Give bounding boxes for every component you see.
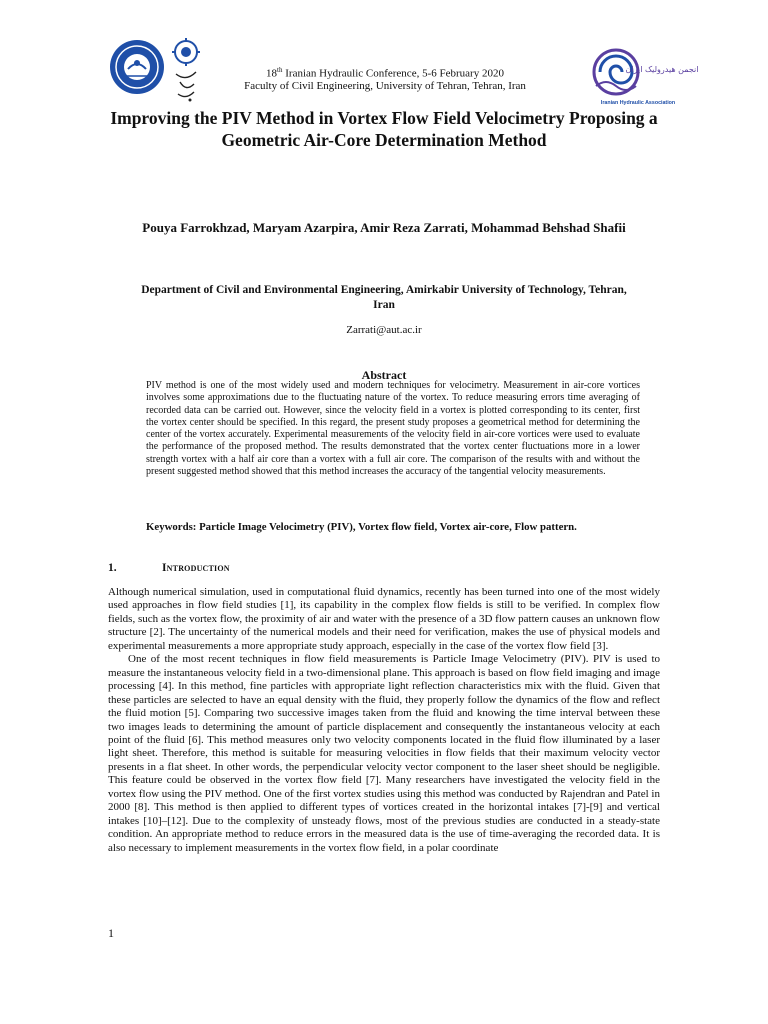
iranian-hydraulic-association-logo bbox=[590, 42, 699, 112]
section-number: 1. bbox=[108, 562, 117, 574]
affiliation: Department of Civil and Environmental Engineering, Amirkabir University of Technology, Tehran, Iran bbox=[141, 284, 627, 311]
abstract-heading: Abstract bbox=[361, 368, 407, 382]
paragraph: Although numerical simulation, used in computational fluid dynamics, recently has been turned into one of the most widely used approaches in flow field studies [1], its capability in the complex flow fields is still to be verified. In complex flow fields, such as the vortex flow, the proximity of air and water with the presence of a 3D flow pattern causes an unknown flow structure [2]. The uncertainty of the numerical models and their need for verification, makes the use of physical models and experimental measurements a more appropriate study approach, especially in the case of the vortex flow field [3]. bbox=[108, 586, 660, 652]
authors: Pouya Farrokhzad, Maryam Azarpira, Amir Reza Zarrati, Mohammad Behshad Shafii bbox=[142, 220, 626, 235]
paragraph: One of the most recent techniques in flow field measurements is Particle Image Velocimetry (PIV). PIV is used to measure the instantaneous velocity field in a two-dimensional plane. This approach is based on flow field imaging and image processing [4]. In this method, fine particles with appropriate light reflection characteristics mix with the fluid. Given that these particles are selected to have an equal density with the fluid, they properly follow the dynamics of the flow and reflect the fluid motion [5]. Comparing two successive images taken from the fluid and knowing the time interval between these two images leads to determining the amount of particle displacement and consequently the instantaneous velocity at each point of the fluid [6]. This method measures only two velocity components located in the fluid flow illuminated by a laser light sheet. Therefore, this method is suitable for measuring velocities in flow fields that their maximum velocity vector presents in a flat sheet. In other words, the perpendicular velocity vector component to the laser sheet should be negligible. This feature could be observed in the vortex flow field [7]. Many researchers have investigated the velocity field in the vortex flow using the PIV method. One of the first vortex studies using this method was conducted by Rajendran and Patel in 2000 [8]. This method is then applied to different types of vortices created in the horizontal intakes [7]-[9] and vertical intakes [10]–[12]. Due to the complexity of unsteady flows, most of the previous studies are conducted in a steady-state condition. An appropriate method to reduce errors in the measured data is the use of time-averaging the recorded data. It is also necessary to implement measurements in the vortex flow field, in a polar coordinate bbox=[108, 653, 660, 854]
contact-email: Zarrati@aut.ac.ir bbox=[346, 324, 422, 336]
association-farsi-text: انجمن هیدرولیک ایران bbox=[625, 65, 699, 74]
ordinal-suffix: th bbox=[277, 66, 283, 74]
abstract-text: PIV method is one of the most widely used and modern techniques for velocimetry. Measurement in air-core vortices involves some approximations due to the fluctuating nature of the vortex. To reduce measuring errors time averaging of recorded data can be carried out. However, since the velocity field in a vortex is plotted corresponding to its center, first the vortex center should be specified. In this regard, the present study proposes a geometrical method for determining the center of the vortex accurately. Experimental measurements of the velocity field in air-core vortices were used to evaluate the performance of the proposed method. The results demonstrated that the vortex center fluctuations more in a lower strength vortex with a half air core than a vortex with a full air core. The comparison of the results with and without the present suggested method showed that this method increases the accuracy of the tangential velocity measurements. bbox=[146, 380, 640, 478]
university-of-tehran-logo bbox=[108, 38, 166, 96]
paper-title: Improving the PIV Method in Vortex Flow Field Velocimetry Proposing a Geometric Air-Core Determination Method bbox=[110, 108, 658, 150]
page-number: 1 bbox=[108, 926, 114, 940]
association-caption: Iranian Hydraulic Association bbox=[600, 100, 676, 106]
keywords: Keywords: Particle Image Velocimetry (PIV), Vortex flow field, Vortex air-core, Flow pattern. bbox=[146, 521, 577, 533]
introduction-body bbox=[108, 586, 660, 855]
conference-venue: Faculty of Civil Engineering, University of Tehran, Tehran, Iran bbox=[244, 80, 526, 92]
faculty-of-engineering-logo bbox=[168, 38, 204, 104]
conference-name: 18th Iranian Hydraulic Conference, 5-6 February 2020 bbox=[266, 66, 504, 80]
section-title: Introduction bbox=[162, 562, 230, 574]
